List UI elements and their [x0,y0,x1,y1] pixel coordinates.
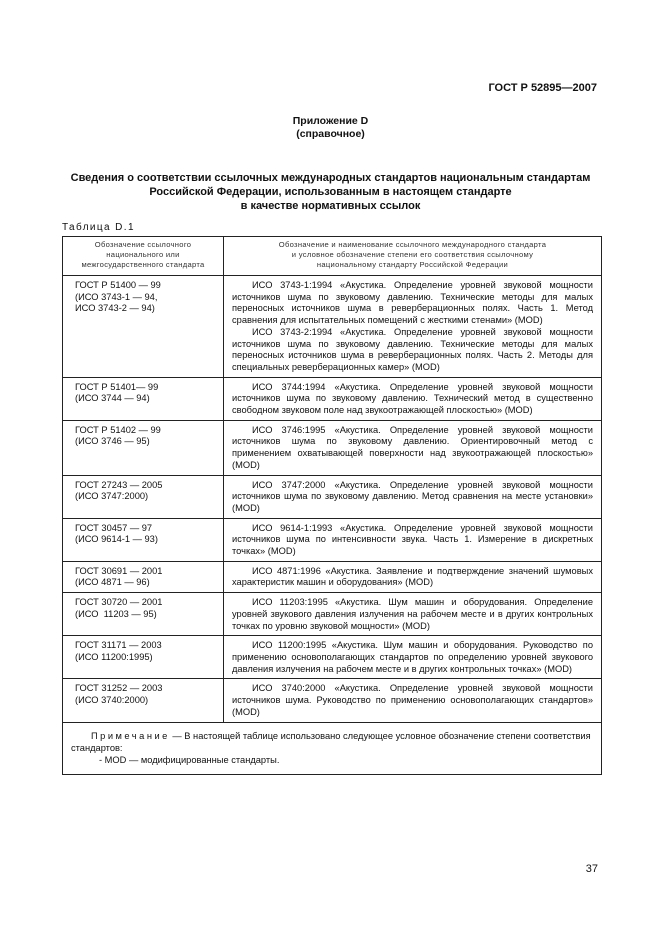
international-standard-cell [224,679,602,722]
standard-description: ИСО 3743-1:1994 «Акустика. Определение уровней звуковой мощности источников шума по звуковому давлению. Технические методы для малых переносных источников шума в реверберационных полях. Часть 1. Метод сравнения для испытательных помещений с жесткими стенами» (MOD) [232,280,593,326]
code-line: (ИСО 4871 — 96) [75,577,150,588]
header-line: национального или [106,250,180,259]
standard-description: ИСО 3747:2000 «Акустика. Определение уровней звуковой мощности источников шума по звуковому давлению. Метод сравнения на месте установки» (MOD) [232,479,593,513]
section-heading [60,171,601,213]
national-standard-cell [63,518,224,561]
code-line: (ИСО 11200:1995) [75,651,153,662]
table-row [63,475,602,518]
national-standard-cell [63,593,224,636]
international-standard-cell [224,636,602,679]
standard-description: ИСО 3746:1995 «Акустика. Определение уровней звуковой мощности источников шума по звуковому давлению. Ориентировочный метод с применением охватывающей поверхности над звукоотражающей плоскостью» (MOD) [232,424,593,470]
appendix-heading [0,115,661,141]
standard-description: ИСО 9614-1:1993 «Акустика. Определение уровней звуковой мощности источников шума по интенсивности звука. Часть 1. Измерение в дискретных точках» (MOD) [232,522,593,557]
code-line: (ИСО 3746 — 95) [75,436,150,447]
note-text: — В настоящей таблице использовано следующее условное обозначение степени соответствия стандартов: [71,730,591,753]
code-line: (ИСО 3747:2000) [75,491,149,502]
table-header-row [63,237,602,276]
code-line: ГОСТ 27243 — 2005 [75,479,163,490]
code-line: (ИСО 3743-1 — 94, [75,291,158,302]
heading-line: Сведения о соответствии ссылочных международных стандартов национальным стандартам [70,172,591,184]
table-row [63,593,602,636]
national-standard-cell [63,420,224,475]
national-standard-cell [63,679,224,722]
national-standard-cell [63,377,224,420]
code-line: (ИСО 9614-1 — 93) [75,534,158,545]
table-note-row [63,722,602,774]
code-line: ГОСТ 31252 — 2003 [75,683,163,694]
table-row [63,420,602,475]
heading-line: Российской Федерации, использованным в настоящем стандарте [149,186,512,198]
note-item: - MOD — модифицированные стандарты. [99,754,280,765]
code-line: ГОСТ Р 51400 — 99 [75,280,161,290]
code-line: ГОСТ Р 51401— 99 [75,381,159,392]
note-label: Примечание [91,730,170,741]
header-line: Обозначение ссылочного [94,240,192,249]
international-standard-cell [224,420,602,475]
appendix-title: Приложение D [292,115,369,127]
code-line: ГОСТ Р 51402 — 99 [75,424,161,435]
international-standard-cell [224,377,602,420]
standard-description: ИСО 4871:1996 «Акустика. Заявление и подтверждение значений шумовых характеристик машин и оборудования» (MOD) [232,565,593,588]
standards-table [62,236,602,775]
header-line: Обозначение и наименование ссылочного международного стандарта [278,240,547,249]
international-standard-cell [224,561,602,592]
code-line: ГОСТ 31171 — 2003 [75,640,162,651]
national-standard-cell [63,636,224,679]
heading-line: в качестве нормативных ссылок [240,200,421,212]
standard-description: ИСО 3743-2:1994 «Акустика. Определение уровней звуковой мощности источников шума по звуковому давлению. Технические методы для малых переносных источников шума в реверберационных полях. Часть 2. Методы для специальных реверберационных камер» (MOD) [232,326,593,372]
header-line: национальному стандарту Российской Федерации [316,260,509,269]
column-header-international-standard [224,237,602,276]
code-line: (ИСО 11203 — 95) [75,608,157,619]
table-label: Таблица D.1 [62,222,135,233]
international-standard-cell [224,593,602,636]
international-standard-cell [224,475,602,518]
column-header-national-standard [63,237,224,276]
table-note [63,722,602,774]
code-line: ИСО 3743-2 — 94) [75,303,155,314]
table-row [63,561,602,592]
code-line: ГОСТ 30457 — 97 [75,522,153,533]
table-row [63,276,602,378]
standard-description: ИСО 11203:1995 «Акустика. Шум машин и оборудования. Определение уровней звукового давления излучения на рабочем месте и в других контрольных точках по уровню звуковой мощности» (MOD) [232,597,593,631]
code-line: (ИСО 3740:2000) [75,695,149,706]
international-standard-cell [224,518,602,561]
page-number: 37 [585,863,598,875]
table-row [63,518,602,561]
international-standard-cell [224,276,602,378]
table-row [63,377,602,420]
header-line: межгосударственного стандарта [81,260,205,269]
standard-description: ИСО 3744:1994 «Акустика. Определение уровней звуковой мощности источников шума по звуковому давлению. Технический метод в существенно свободном звуковом поле над звукоотражающей плоскостью» (MOD) [232,381,593,416]
national-standard-cell [63,475,224,518]
appendix-subtitle: (справочное) [296,128,365,140]
standard-description: ИСО 3740:2000 «Акустика. Определение уровней звуковой мощности источников шума. Руководство по применению основополагающих стандартов» (MOD) [232,683,593,717]
national-standard-cell [63,276,224,378]
table-row [63,636,602,679]
code-line: (ИСО 3744 — 94) [75,393,150,404]
table-row [63,679,602,722]
header-line: и условное обозначение степени его соответствия ссылочному [291,250,534,259]
standard-description: ИСО 11200:1995 «Акустика. Шум машин и оборудования. Руководство по применению основополагающих стандартов по определению уровней звукового давления излучения на рабочем месте и в других контрольных точках» (MOD) [232,640,593,674]
document-code: ГОСТ Р 52895—2007 [488,82,597,94]
code-line: ГОСТ 30691 — 2001 [75,565,163,576]
national-standard-cell [63,561,224,592]
code-line: ГОСТ 30720 — 2001 [75,597,163,608]
note-paragraph [71,730,593,754]
